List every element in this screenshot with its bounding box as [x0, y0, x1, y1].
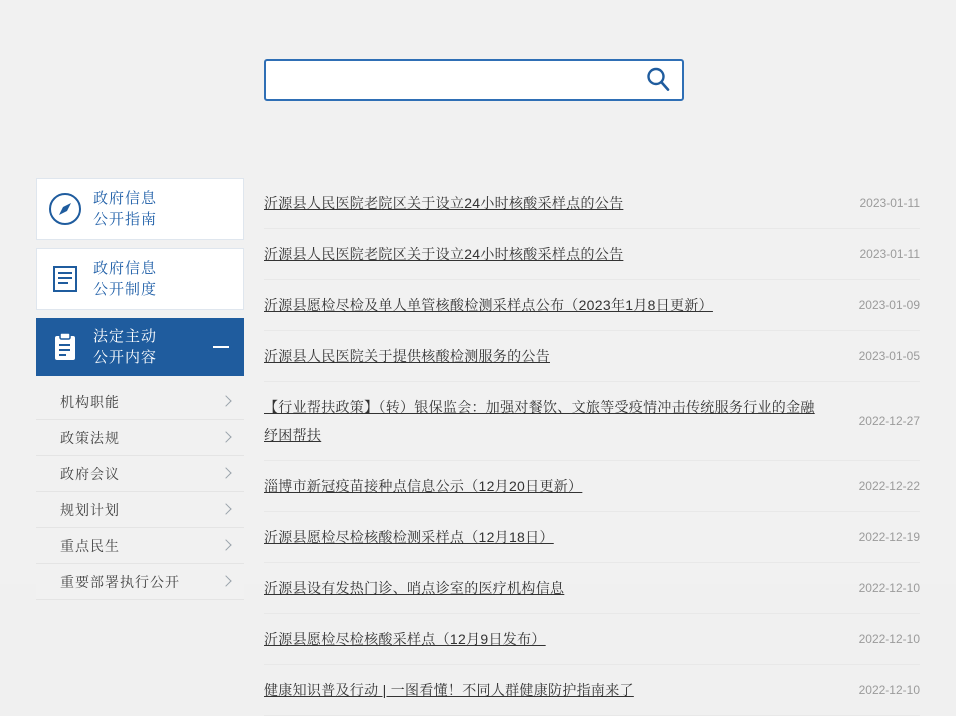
list-item[interactable] [264, 280, 920, 331]
list-item-date: 2022-12-10 [858, 581, 920, 595]
sidebar-panel-guide[interactable] [36, 178, 244, 240]
sidebar-item-functions[interactable] [36, 384, 244, 420]
panel-line1: 政府信息 [93, 190, 158, 207]
list-item-title[interactable]: 沂源县愿检尽检核酸检测采样点（12月18日） [264, 529, 554, 545]
list-item-date: 2022-12-10 [858, 683, 920, 697]
chevron-right-icon [220, 503, 231, 514]
panel-line1: 政府信息 [93, 260, 158, 277]
list-item-date: 2023-01-09 [858, 298, 920, 312]
panel-line2: 公开指南 [93, 211, 158, 228]
list-item-title[interactable]: 沂源县人民医院老院区关于设立24小时核酸采样点的公告 [264, 195, 624, 211]
news-list [264, 178, 920, 716]
list-item-date: 2023-01-11 [859, 247, 920, 261]
collapse-icon[interactable] [213, 346, 229, 348]
list-item-date: 2023-01-05 [858, 349, 920, 363]
list-item[interactable] [264, 563, 920, 614]
list-item-title[interactable]: 沂源县人民医院老院区关于设立24小时核酸采样点的公告 [264, 246, 624, 262]
sidebar-item-label: 机构职能 [60, 393, 120, 410]
search-button[interactable] [634, 61, 682, 99]
list-item-title[interactable]: 沂源县愿检尽检核酸采样点（12月9日发布） [264, 631, 546, 647]
list-item-date: 2022-12-10 [858, 632, 920, 646]
chevron-right-icon [220, 395, 231, 406]
list-item[interactable] [264, 512, 920, 563]
list-item-title[interactable]: 【行业帮扶政策】（转）银保监会：加强对餐饮、文旅等受疫情冲击传统服务行业的金融纾困帮扶 [264, 399, 815, 443]
sidebar-item-label: 重点民生 [60, 537, 120, 554]
list-item[interactable] [264, 382, 920, 461]
sidebar-panel-content[interactable] [36, 318, 244, 376]
sidebar-item-meetings[interactable] [36, 456, 244, 492]
list-item[interactable] [264, 229, 920, 280]
panel-line2: 公开制度 [93, 281, 158, 298]
sidebar-item-plans[interactable] [36, 492, 244, 528]
search-input[interactable] [266, 61, 634, 99]
sidebar-panel-system[interactable] [36, 248, 244, 310]
clipboard-icon [37, 329, 93, 365]
list-item-date: 2022-12-19 [858, 530, 920, 544]
sidebar-panel-content-label [93, 326, 157, 368]
compass-icon [37, 191, 93, 227]
sidebar [36, 178, 244, 600]
sidebar-item-livelihood[interactable] [36, 528, 244, 564]
sidebar-item-deployment[interactable] [36, 564, 244, 600]
list-item[interactable] [264, 461, 920, 512]
list-item-date: 2022-12-22 [858, 479, 920, 493]
chevron-right-icon [220, 575, 231, 586]
chevron-right-icon [220, 539, 231, 550]
document-icon [37, 261, 93, 297]
sidebar-item-label: 政府会议 [60, 465, 120, 482]
chevron-right-icon [220, 431, 231, 442]
chevron-right-icon [220, 467, 231, 478]
sidebar-item-label: 重要部署执行公开 [60, 573, 180, 590]
sidebar-panel-guide-label [93, 188, 157, 230]
sidebar-item-label: 规划计划 [60, 501, 120, 518]
list-item-title[interactable]: 沂源县愿检尽检及单人单管核酸检测采样点公布（2023年1月8日更新） [264, 297, 713, 313]
sidebar-panel-system-label [93, 258, 157, 300]
list-item-title[interactable]: 沂源县设有发热门诊、哨点诊室的医疗机构信息 [264, 580, 565, 596]
panel-line1: 法定主动 [93, 328, 158, 345]
list-item[interactable] [264, 331, 920, 382]
sidebar-menu [36, 384, 244, 600]
search-icon [644, 65, 672, 96]
list-item[interactable] [264, 614, 920, 665]
sidebar-item-policy[interactable] [36, 420, 244, 456]
list-item-date: 2022-12-27 [858, 414, 920, 428]
sidebar-item-label: 政策法规 [60, 429, 120, 446]
list-item-title[interactable]: 沂源县人民医院关于提供核酸检测服务的公告 [264, 348, 550, 364]
panel-line2: 公开内容 [93, 349, 158, 366]
list-item-title[interactable]: 健康知识普及行动 | 一图看懂！不同人群健康防护指南来了 [264, 682, 634, 698]
list-item-date: 2023-01-11 [859, 196, 920, 210]
list-item[interactable] [264, 665, 920, 716]
search-bar[interactable] [264, 59, 684, 101]
list-item[interactable] [264, 178, 920, 229]
list-item-title[interactable]: 淄博市新冠疫苗接种点信息公示（12月20日更新） [264, 478, 583, 494]
